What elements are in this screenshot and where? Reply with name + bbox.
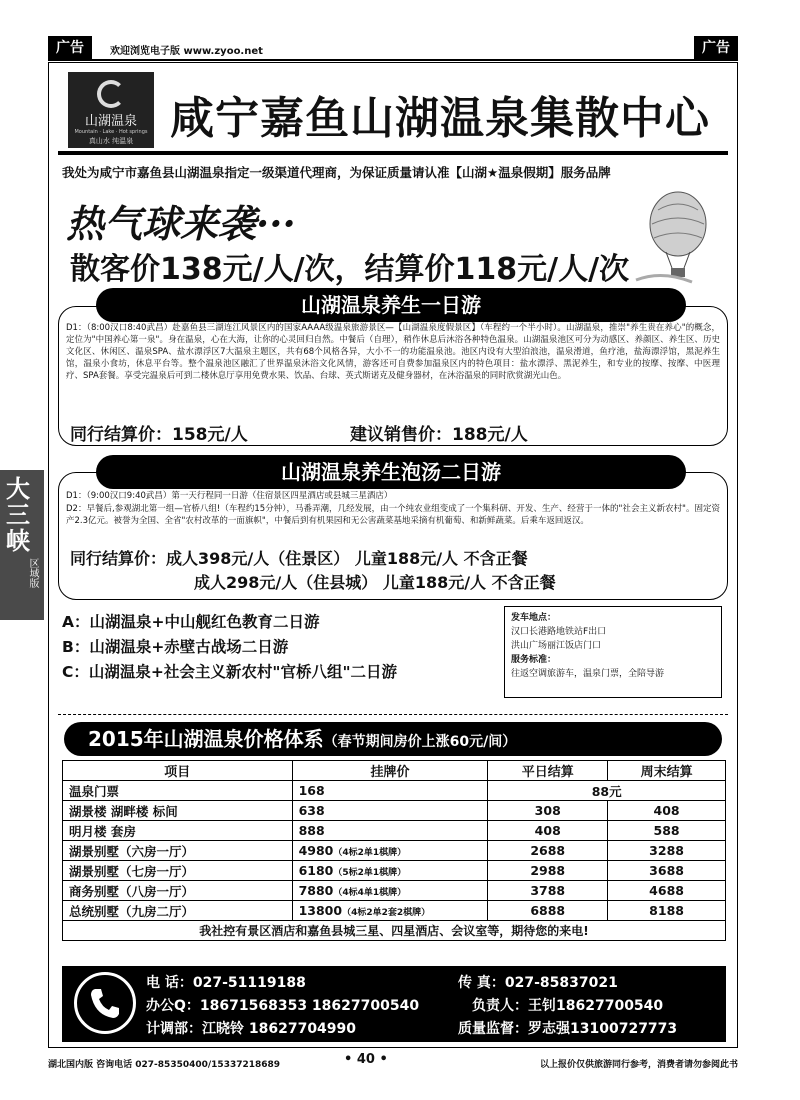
route-item: A：山湖温泉+中山舰红色教育二日游 bbox=[62, 613, 320, 631]
tour1-description: D1：（8:00汉口8:40武昌）赴嘉鱼县三湖连江风景区内的国家AAAA级温泉旅游景区—【山湖温泉度假景区】（车程约一个半小时）。山湖温泉，推崇"养生贵在养心"的概念，定位为"中国养心第一泉"。身在温泉，心在大海，让你的心灵回归自然。中餐后（自理），稍作休息后沐浴各种特色温泉。山湖温泉池区可分为动感区、养颜区、养生区、历史文化区、休闲区、温泉SPA、盐水漂浮区7大温泉主题区，共有68个风格各异，大小不一的功能温泉池。池区内设有大型泊浪池，温泉滑道，鱼疗池，盐海漂浮馆，黑泥养生馆，温泉小食坊，休息平台等。整个温泉池区融汇了世界温泉沐浴文化风情，游客还可自费参加温泉区内的特色项目：盐水漂浮、黑泥养生，和专业的按摩、按摩、中医理疗、SPA套餐。享受完温泉后可到二楼休息厅享用免费水果、饮品、台球、英式斯诺克及健身器材，在沐浴温泉的同时欣赏湖光山色。 bbox=[66, 323, 720, 381]
table-header-row bbox=[63, 761, 726, 781]
contact-office: 办公Q：18671568353 18627700540 bbox=[146, 998, 420, 1014]
departure-place: 洪山广场丽江饭店门口 bbox=[511, 641, 602, 651]
side-tab bbox=[0, 470, 44, 620]
tour1-title: 山湖温泉养生一日游 bbox=[96, 288, 686, 322]
tour1-suggest-price: 建议销售价：188元/人 bbox=[350, 425, 528, 445]
table-footer: 我社控有景区酒店和嘉鱼县城三星、四星酒店、会议室等，期待您的来电! bbox=[63, 921, 726, 941]
page-number: • 40 • bbox=[344, 1052, 388, 1067]
title-divider bbox=[58, 151, 728, 155]
table-row bbox=[63, 901, 726, 921]
contact-manager: 负责人：王钊18627700540 bbox=[472, 998, 664, 1014]
contact-quality: 质量监督：罗志强13100727773 bbox=[458, 1021, 678, 1037]
tour2-title: 山湖温泉养生泡汤二日游 bbox=[96, 455, 686, 489]
table-row bbox=[63, 861, 726, 881]
row-item: 温泉门票 bbox=[63, 781, 293, 801]
row-weekend: 588 bbox=[608, 821, 726, 841]
service-text: 往返空调旅游车，温泉门票，全陪导游 bbox=[511, 669, 665, 679]
header-weekend: 周末结算 bbox=[608, 761, 726, 781]
row-item: 明月楼 套房 bbox=[63, 821, 293, 841]
header-item: 项目 bbox=[63, 761, 293, 781]
row-weekend: 4688 bbox=[608, 881, 726, 901]
welcome-text[interactable]: 欢迎浏览电子版 www.zyoo.net bbox=[110, 46, 263, 57]
tour2-day1: D1：（9:00汉口9:40武昌）第一天行程同一日游（住宿景区四星酒店或县城三星酒店） bbox=[66, 491, 393, 501]
side-tab-big: 大三峡 bbox=[6, 474, 30, 555]
price-table-title-note: （春节期间房价上涨60元/间） bbox=[323, 734, 517, 750]
table-row bbox=[63, 881, 726, 901]
logo bbox=[68, 72, 154, 148]
promo-headline: 热气球来袭··· bbox=[66, 201, 296, 246]
table-row bbox=[63, 821, 726, 841]
contact-panel bbox=[62, 966, 726, 1042]
header-weekday: 平日结算 bbox=[488, 761, 608, 781]
price-table bbox=[62, 760, 726, 941]
tour2-settle-line2: 成人298元/人（住县城） 儿童188元/人 不含正餐 bbox=[194, 573, 556, 592]
side-tab-small: 区域版 bbox=[27, 558, 38, 588]
row-list-price: 13800（4标2单2套2棋牌） bbox=[292, 901, 488, 921]
page-title: 咸宁嘉鱼山湖温泉集散中心 bbox=[170, 93, 710, 144]
logo-english: Mountain · Lake · Hot springs bbox=[74, 129, 148, 135]
row-weekend: 8188 bbox=[608, 901, 726, 921]
row-weekday: 2688 bbox=[488, 841, 608, 861]
table-row bbox=[63, 841, 726, 861]
header-list-price: 挂牌价 bbox=[292, 761, 488, 781]
bottom-bar bbox=[48, 1052, 738, 1072]
price-table-title-text: 2015年山湖温泉价格体系 bbox=[88, 727, 324, 751]
row-list-price: 168 bbox=[292, 781, 488, 801]
footer-left: 湖北国内版 咨询电话 027-85350400/15337218689 bbox=[48, 1060, 281, 1070]
logo-tagline: 真山水 纯温泉 bbox=[88, 137, 134, 145]
promo-price: 散客价138元/人/次，结算价118元/人/次 bbox=[70, 252, 630, 287]
tour1-settle-price: 同行结算价：158元/人 bbox=[70, 425, 248, 445]
logo-name: 山湖温泉 bbox=[84, 114, 137, 129]
departure-heading: 发车地点： bbox=[511, 613, 557, 623]
table-row bbox=[63, 781, 726, 801]
row-weekday: 3788 bbox=[488, 881, 608, 901]
row-weekend: 3688 bbox=[608, 861, 726, 881]
row-item: 商务别墅（八房一厅） bbox=[63, 881, 293, 901]
row-item: 湖景楼 湖畔楼 标间 bbox=[63, 801, 293, 821]
row-list-price: 888 bbox=[292, 821, 488, 841]
row-list-price: 638 bbox=[292, 801, 488, 821]
route-item: B：山湖温泉+赤壁古战场二日游 bbox=[62, 638, 289, 656]
ad-label-left: 广告 bbox=[48, 36, 92, 60]
row-list-price: 4980（4标2单1棋牌） bbox=[292, 841, 488, 861]
contact-fax: 传 真：027-85837021 bbox=[458, 975, 618, 991]
route-list bbox=[62, 610, 397, 685]
intro-text: 我处为咸宁市嘉鱼县山湖温泉指定一级渠道代理商，为保证质量请认准【山湖★温泉假期】服务品牌 bbox=[62, 165, 611, 180]
service-heading: 服务标准： bbox=[511, 655, 557, 665]
row-item: 湖景别墅（七房一厅） bbox=[63, 861, 293, 881]
table-row bbox=[63, 801, 726, 821]
row-weekend: 3288 bbox=[608, 841, 726, 861]
swirl-icon bbox=[97, 80, 125, 108]
phone-icon bbox=[74, 972, 136, 1034]
dashed-divider bbox=[58, 714, 728, 715]
row-list-price: 7880（4标4单1棋牌） bbox=[292, 881, 488, 901]
top-divider bbox=[48, 59, 738, 61]
footer-right: 以上报价仅供旅游同行参考，消费者请勿参阅此书 bbox=[539, 1060, 738, 1070]
row-item: 总统别墅（九房二厅） bbox=[63, 901, 293, 921]
row-weekday: 408 bbox=[488, 821, 608, 841]
contact-dispatch: 计调部：江晓铃 18627704990 bbox=[146, 1021, 357, 1037]
tour2-day2: D2：早餐后,参观湖北第一组—官桥八组!（车程约15分钟），马番弄潮，几经发展，由一个纯农业组变成了一个集科研、开发、生产、经营于一体的"社会主义新农村"。固定资产2.3亿元。被誉为全国、全省"农村改革的一面旗帜"，中餐后到有机果园和无公害蔬菜基地采摘有机葡萄、和新鲜蔬菜。后乘车返回返汉。 bbox=[66, 504, 720, 526]
row-weekday: 2988 bbox=[488, 861, 608, 881]
row-list-price: 6180（5标2单1棋牌） bbox=[292, 861, 488, 881]
table-footer-row bbox=[63, 921, 726, 941]
row-settle: 88元 bbox=[488, 781, 726, 801]
row-item: 湖景别墅（六房一厅） bbox=[63, 841, 293, 861]
row-weekend: 408 bbox=[608, 801, 726, 821]
hot-air-balloon-icon bbox=[632, 190, 724, 286]
row-weekday: 308 bbox=[488, 801, 608, 821]
departure-box bbox=[504, 606, 722, 698]
top-bar bbox=[48, 36, 738, 62]
tour2-settle-line1: 同行结算价：成人398元/人（住景区） 儿童188元/人 不含正餐 bbox=[70, 549, 528, 568]
ad-label-right: 广告 bbox=[694, 36, 738, 60]
contact-tel[interactable]: 电 话：027-51119188 bbox=[146, 975, 306, 991]
departure-place: 汉口长港路地铁站F出口 bbox=[511, 627, 607, 637]
price-table-title bbox=[64, 722, 722, 756]
row-weekday: 6888 bbox=[488, 901, 608, 921]
route-item: C：山湖温泉+社会主义新农村"官桥八组"二日游 bbox=[62, 663, 398, 681]
